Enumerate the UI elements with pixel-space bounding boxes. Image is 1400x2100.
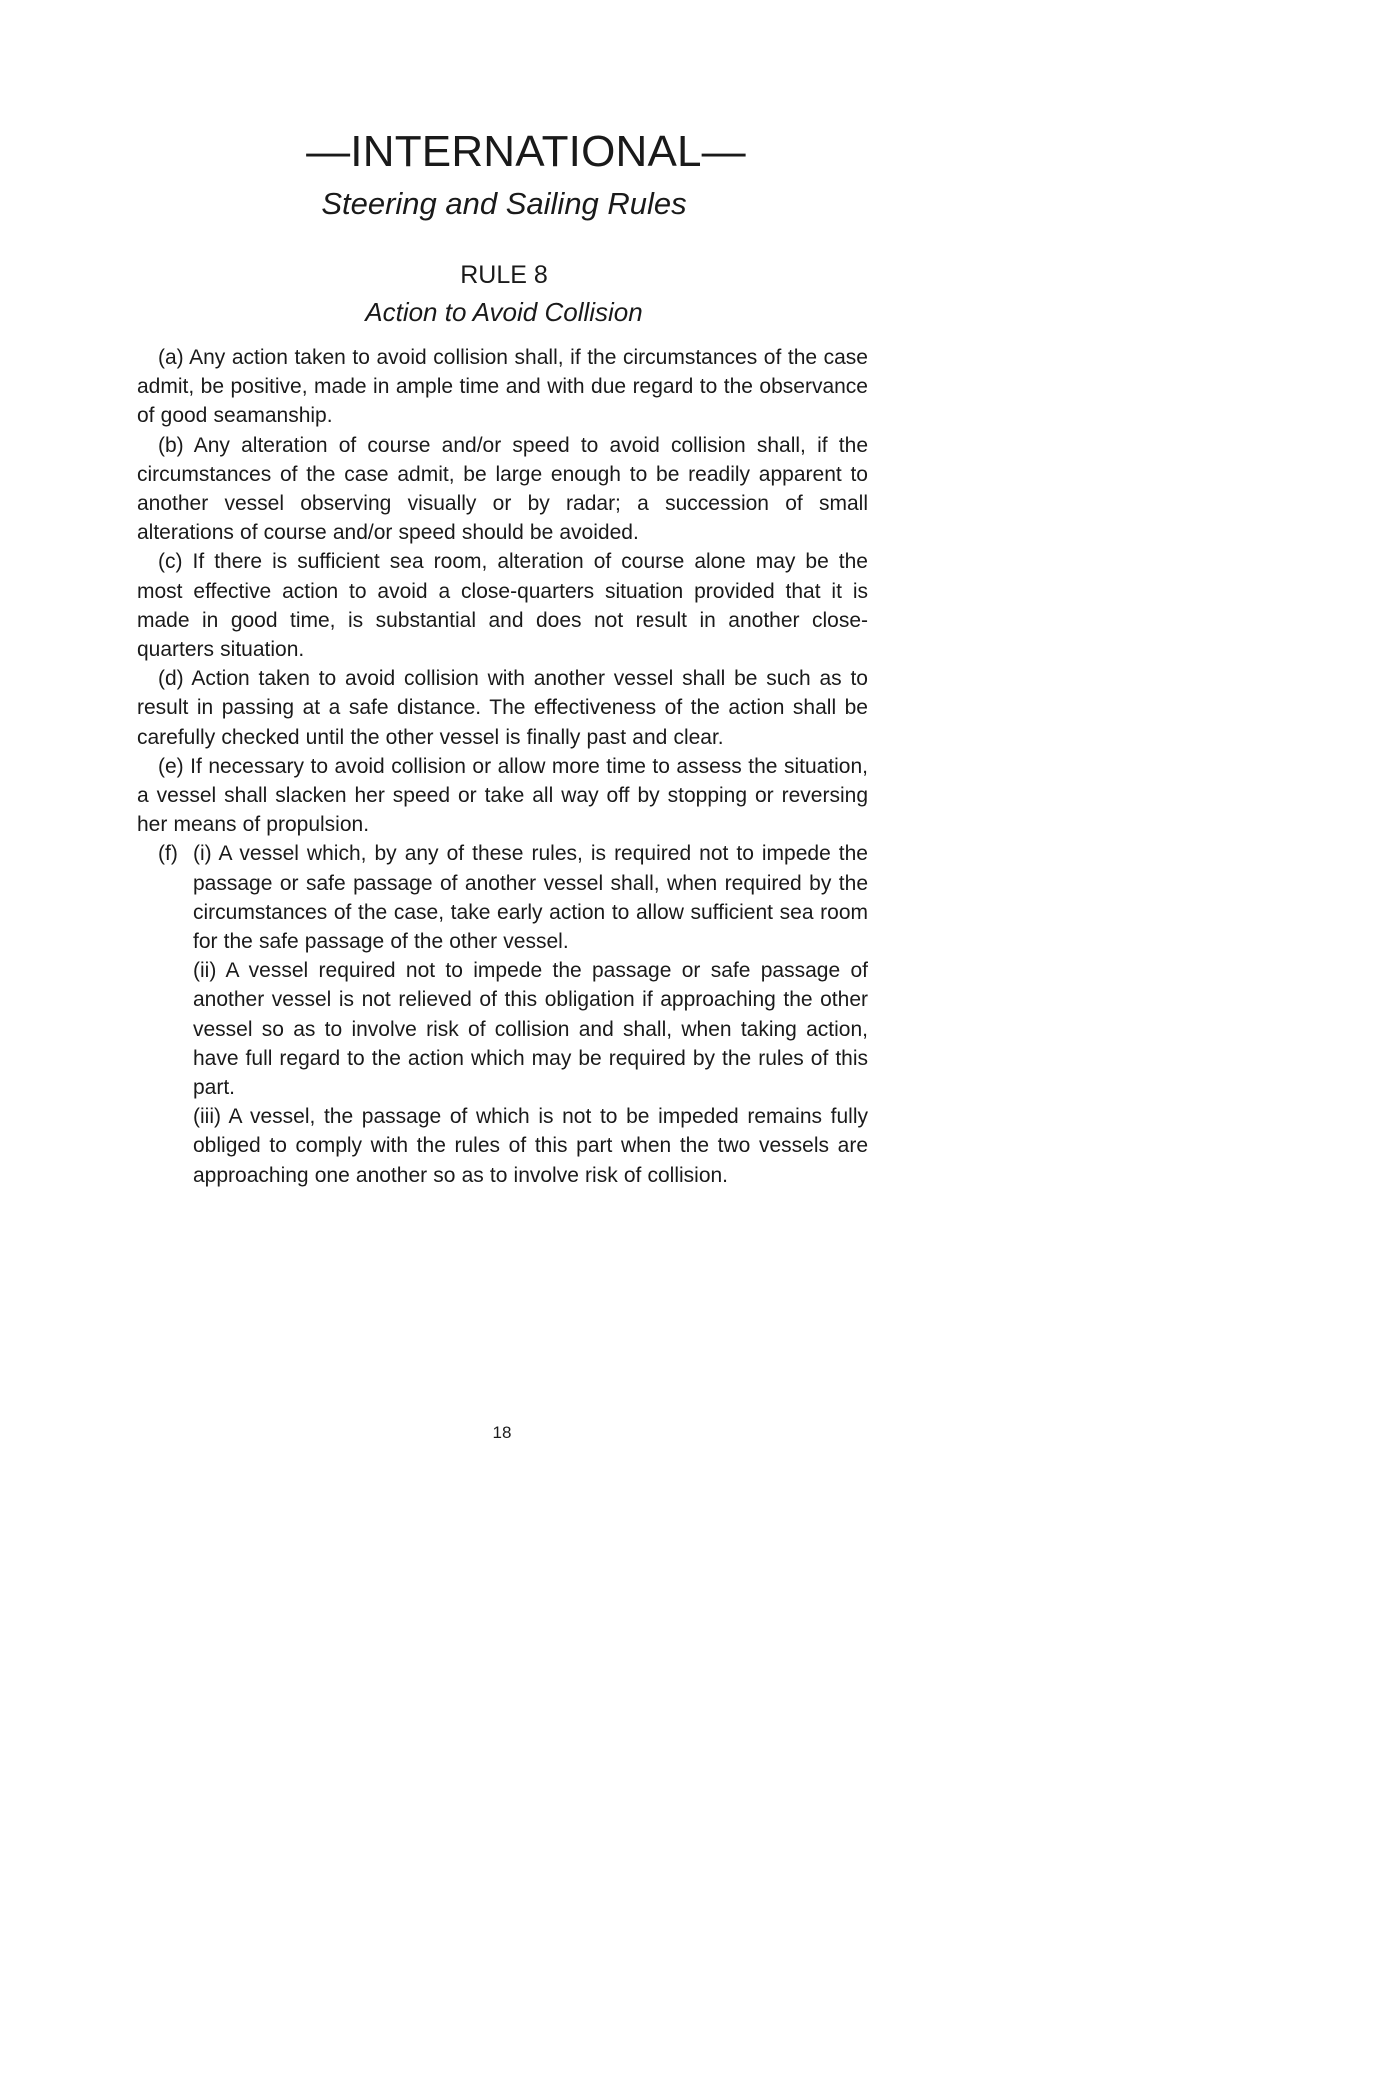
paragraph-d: (d) Action taken to avoid collision with another vessel shall be such as to result in passing at a safe distance. The effectiveness of the action shall be carefully checked until the other vessel is finally past and clear. xyxy=(137,667,868,749)
paragraph-f-label: (f) xyxy=(158,842,178,866)
subparagraph-f-ii: (ii) A vessel required not to impede the passage or safe passage of another vessel is not relieved of this obligation if approaching the other vessel so as to involve risk of collision and shall, when taking action, have full regard to the action which may be required by the rules of this part. xyxy=(193,959,868,1100)
paragraph-e: (e) If necessary to avoid collision or allow more time to assess the situation, a vessel shall slacken her speed or take all way off by stopping or reversing her means of propulsion. xyxy=(137,754,868,837)
subparagraph-f-iii: (iii) A vessel, the passage of which is not to be impeded remains fully obliged to comply with the rules of this part when the two vessels are approaching one another so as to involve risk of collision. xyxy=(193,1105,868,1187)
paragraph-c: (c) If there is sufficient sea room, alteration of course alone may be the most effective action to avoid a close-quarters situation provided that it is made in good time, is substantial and does not result in another close-quarters situation. xyxy=(137,550,868,662)
page-number: 18 xyxy=(492,1423,512,1442)
rule-number: RULE 8 xyxy=(460,261,548,289)
paragraph-f xyxy=(137,839,868,1189)
rule-body xyxy=(137,343,868,1190)
subparagraph-f-i: (i) A vessel which, by any of these rules, is required not to impede the passage or safe passage of another vessel shall, when required by the circumstances of the case, take early action to allow sufficient sea room for the safe passage of the other vessel. xyxy=(193,842,868,954)
paragraph-b: (b) Any alteration of course and/or speed to avoid collision shall, if the circumstances of the case admit, be large enough to be readily apparent to another vessel observing visually or by radar; a succession of small alterations of course and/or speed should be avoided. xyxy=(137,433,868,545)
rule-title: Action to Avoid Collision xyxy=(365,297,643,327)
section-subtitle: Steering and Sailing Rules xyxy=(321,186,687,221)
paragraph-a: (a) Any action taken to avoid collision shall, if the circumstances of the case admit, be positive, made in ample time and with due regard to the observance of good seamanship. xyxy=(137,346,868,428)
section-title: —INTERNATIONAL— xyxy=(306,127,746,176)
